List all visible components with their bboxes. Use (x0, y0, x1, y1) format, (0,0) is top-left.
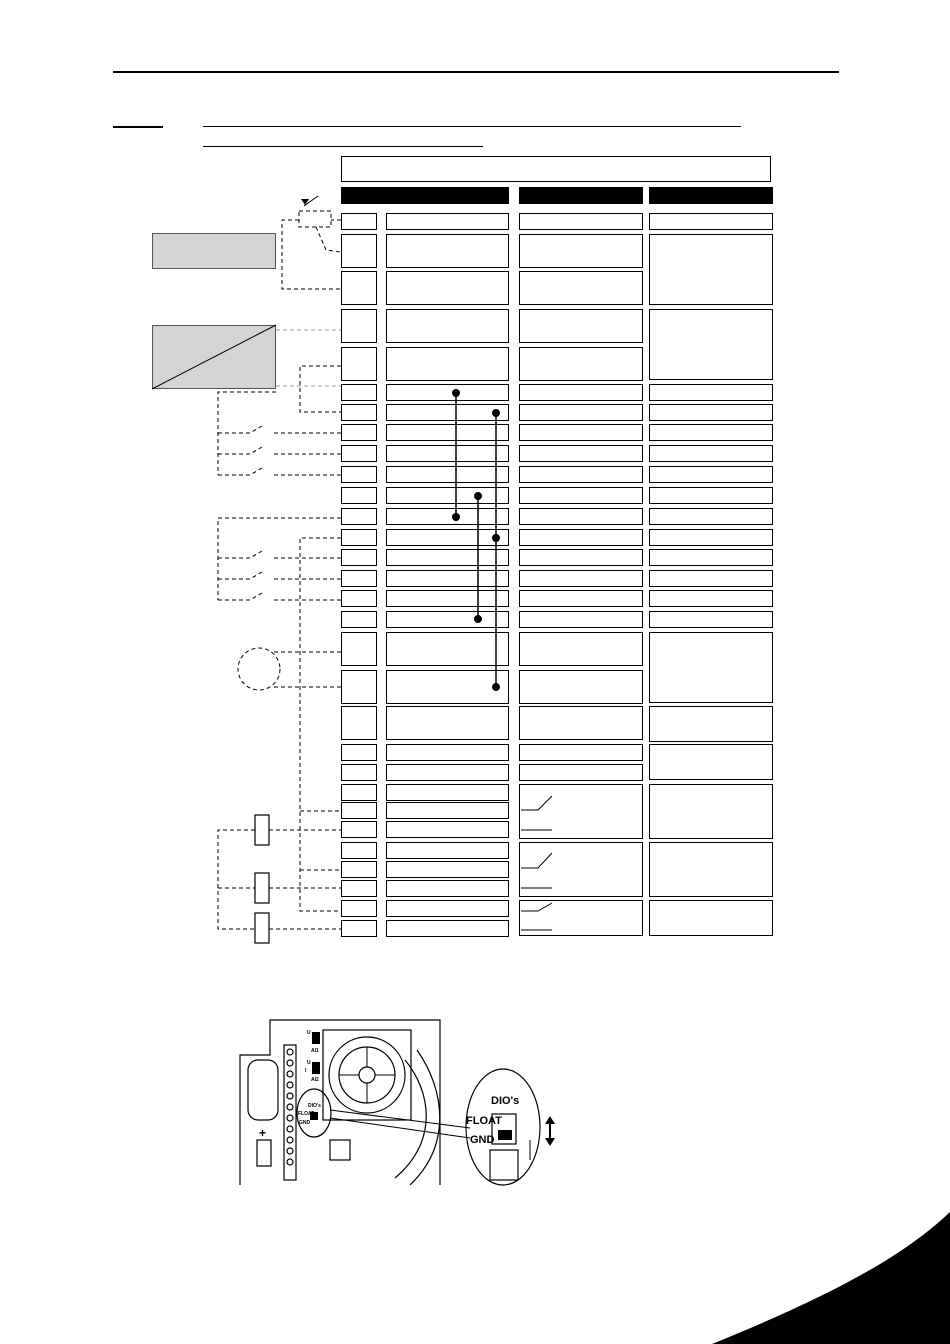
label-ai2: AI2 (311, 1077, 319, 1083)
label-u-1: U (307, 1030, 311, 1036)
label-dio: DIO's (491, 1095, 520, 1107)
potentiometer-symbol (299, 211, 331, 227)
label-small-dio: DIO's (308, 1103, 321, 1109)
label-gnd: GND (470, 1134, 495, 1146)
dio-switch-callout-large (466, 1069, 540, 1185)
label-small-float: FLOAT (298, 1111, 315, 1117)
label-u-2: U (307, 1060, 311, 1066)
drive-board-illustration (240, 1020, 470, 1185)
label-plus: + (259, 1126, 267, 1140)
label-float: FLOAT (466, 1115, 502, 1127)
relay-load-3 (255, 913, 269, 943)
dio-switch-knob (498, 1130, 512, 1140)
converter-diagonal (152, 325, 276, 389)
pot-arrow-head (301, 199, 309, 205)
relay-load-2 (255, 873, 269, 903)
label-ai1: AI1 (311, 1048, 319, 1054)
label-i: I (305, 1068, 307, 1074)
meter-symbol (238, 648, 280, 690)
relay-load-1 (255, 815, 269, 845)
brand-swoosh (712, 1212, 950, 1344)
label-small-gnd: GND (299, 1120, 311, 1126)
